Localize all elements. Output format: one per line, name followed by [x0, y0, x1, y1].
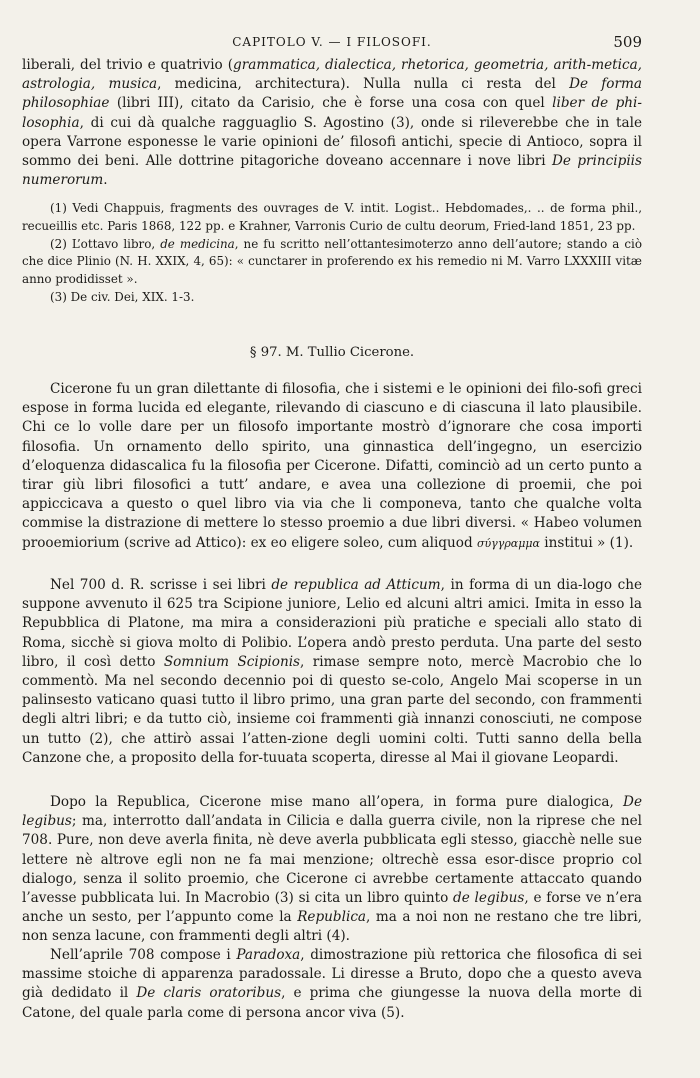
footnotes — [22, 200, 642, 307]
footnote-1: (1) Vedi Chappuis, fragments des ouvrages de V. intit. Logist.. Hebdomades,. .. de forma phil., recueillis etc. Paris 1868, 122 pp. e Krahner, Varronis Curio de cultu deorum, Fried-land 1851, 23 pp. — [22, 201, 642, 233]
chapter-title: CAPITOLO V. — I FILOSOFI. — [232, 35, 432, 49]
text-run: Dopo la Republica, Cicerone mise mano all’opera, in forma pure dialogica, — [50, 794, 624, 810]
footnote-2 — [22, 236, 642, 289]
text-run: (2) L’ottavo libro, — [50, 236, 161, 251]
italic-run: De claris oratoribus — [136, 985, 282, 1002]
text-run: . — [103, 172, 108, 189]
text-run: , medicina, architectura). Nulla nulla ci resta del — [157, 76, 570, 93]
italic-run: Somnium Scipionis — [163, 653, 301, 670]
text-run: Cicerone fu un gran dilettante di filosofia, che i sistemi e le opinioni dei filo-sofi greci espose in forma lucida ed elegante, rilevando di ciascuno e di ciascuna il lato plausibile. Chi ce lo volle dare per un filosofo importante mostrò d’ignorare che cosa importi filosofia. Un ornamento dello spirito, una ginnastica dell’ingegno, un esercizio d’eloquenza didascalica fu la filosofia per Cicerone. Difatti, cominciò ad un certo punto a tirar giù libri filosofici a tutt’ andare, e avea una collezione di proemii, che poi appiccicava a questo o quel libro via via che li componeva, tanto che qualche volta commise la distrazione di mettere lo stesso proemio a due libri diversi. « Habeo volumen prooemiorium (scrive ad Attico): ex eo eligere soleo, cum aliquod — [22, 381, 642, 551]
paragraph-varro-continued — [22, 56, 642, 190]
section-heading: § 97. M. Tullio Cicerone. — [249, 345, 415, 360]
page-number: 509 — [613, 33, 642, 51]
italic-run: De forma philosophiae — [22, 76, 642, 112]
paragraph-de-legibus — [22, 793, 642, 947]
text-run: , ma a noi non ne restano che tre libri, non senza lacune, con frammenti degli altri (4). — [22, 909, 642, 945]
footnote-3: (3) De civ. Dei, XIX. 1-3. — [50, 289, 195, 304]
text-run: Nel 700 d. R. scrisse i sei libri — [50, 577, 272, 593]
text-run: ; ma, interrotto dall’andata in Cilicia e dalla guerra civile, non la riprese che nel 708. Pure, non deve averla finita, nè deve averla pubblicata egli stesso, giacchè nelle sue lettere nè altrove egli non ne fa mai menzione; oltrechè essa esor-disce proprio col dialogo, senza il solito proemio, che Cicerone ci avrebbe certamente attaccato quando l’avesse pubblicata lui. In Macrobio (3) si cita un libro quinto — [22, 813, 642, 907]
italic-run: De legibus — [22, 794, 642, 830]
italic-run: liber de phi-losophia — [22, 95, 642, 131]
running-header — [22, 33, 642, 53]
paragraph-cicero-intro — [22, 380, 642, 553]
text-run: , ne fu scritto nell’ottantesimoterzo anno dell’autore; stando a ciò che dice Plinio (N. H. XXIX, 4, 65): « cunctarer in proferendo ex his remedio ni M. Varro LXXXIII vitæ anno prodidisset ». — [22, 236, 642, 287]
italic-run: grammatica, dialectica, rhetorica, geometria, arith-metica, astrologia, musica — [22, 57, 642, 93]
text-run: (libri III), citato da Carisio, che è forse una cosa con quel — [109, 95, 553, 112]
text-run: , di cui dà qualche ragguaglio S. Agostino (3), onde si rileverebbe che in tale opera Varrone esponesse le varie opinioni de’ filosofi antichi, specie di Antioco, sopra il sommo dei beni. Alle dottrine pitagoriche doveano accennare i nove libri — [22, 114, 642, 170]
text-run: , e forse ve n’era anche un sesto, per l’appunto come la — [22, 890, 643, 926]
italic-run: Republica — [297, 909, 367, 926]
text-run: , in forma di un dia-logo che suppone avvenuto il 625 tra Scipione juniore, Lelio ed alcuni altri amici. Imita in esso la Repubblica di Platone, ma mira a considerazioni più pratiche e speciali allo stato di Roma, sicchè si giova molto di Polibio. L’opera andò presto perduta. Una parte del sesto libro, il così detto — [22, 577, 642, 670]
text-run: liberali, del trivio e quatrivio ( — [22, 57, 234, 73]
text-run: , e prima che giungesse la nuova della morte di Catone, del quale parla come di persona ancor viva (5). — [22, 985, 643, 1021]
italic-run: Paradoxa — [236, 947, 301, 963]
paragraph-de-republica — [22, 576, 642, 768]
greek-word: σύγγραμμα — [476, 536, 540, 550]
text-run: , dimostrazione più rettorica che filosofica di sei massime stoiche di apparenza paradossale. Li diresse a Bruto, dopo che a questo aveva già dedidato il — [22, 947, 642, 1002]
italic-run: De principiis numerorum — [22, 153, 642, 189]
italic-run: de legibus — [453, 890, 525, 907]
italic-run: de republica ad Atticum — [271, 577, 441, 593]
text-run: Nell’aprile 708 compose i — [50, 947, 237, 963]
text-run: institui » (1). — [539, 534, 634, 551]
text-run: , rimase sempre noto, mercè Macrobio che lo commentò. Ma nel secondo decennio poi di questo se-colo, Angelo Mai scoperse in un palinsesto vaticano quasi tutto il libro primo, una gran parte del secondo, con frammenti degli altri libri; e da tutto ciò, insieme coi frammenti già innanzi conosciuti, ne compose un tutto (2), che attirò assai l’atten-zione degli uomini colti. Tutti sanno della bella Canzone che, a proposito della for-tuuata scoperta, diresse al Mai il giovane Leopardi. — [22, 653, 642, 766]
italic-run: de medicina — [160, 236, 235, 251]
paragraph-paradoxa — [22, 946, 642, 1023]
